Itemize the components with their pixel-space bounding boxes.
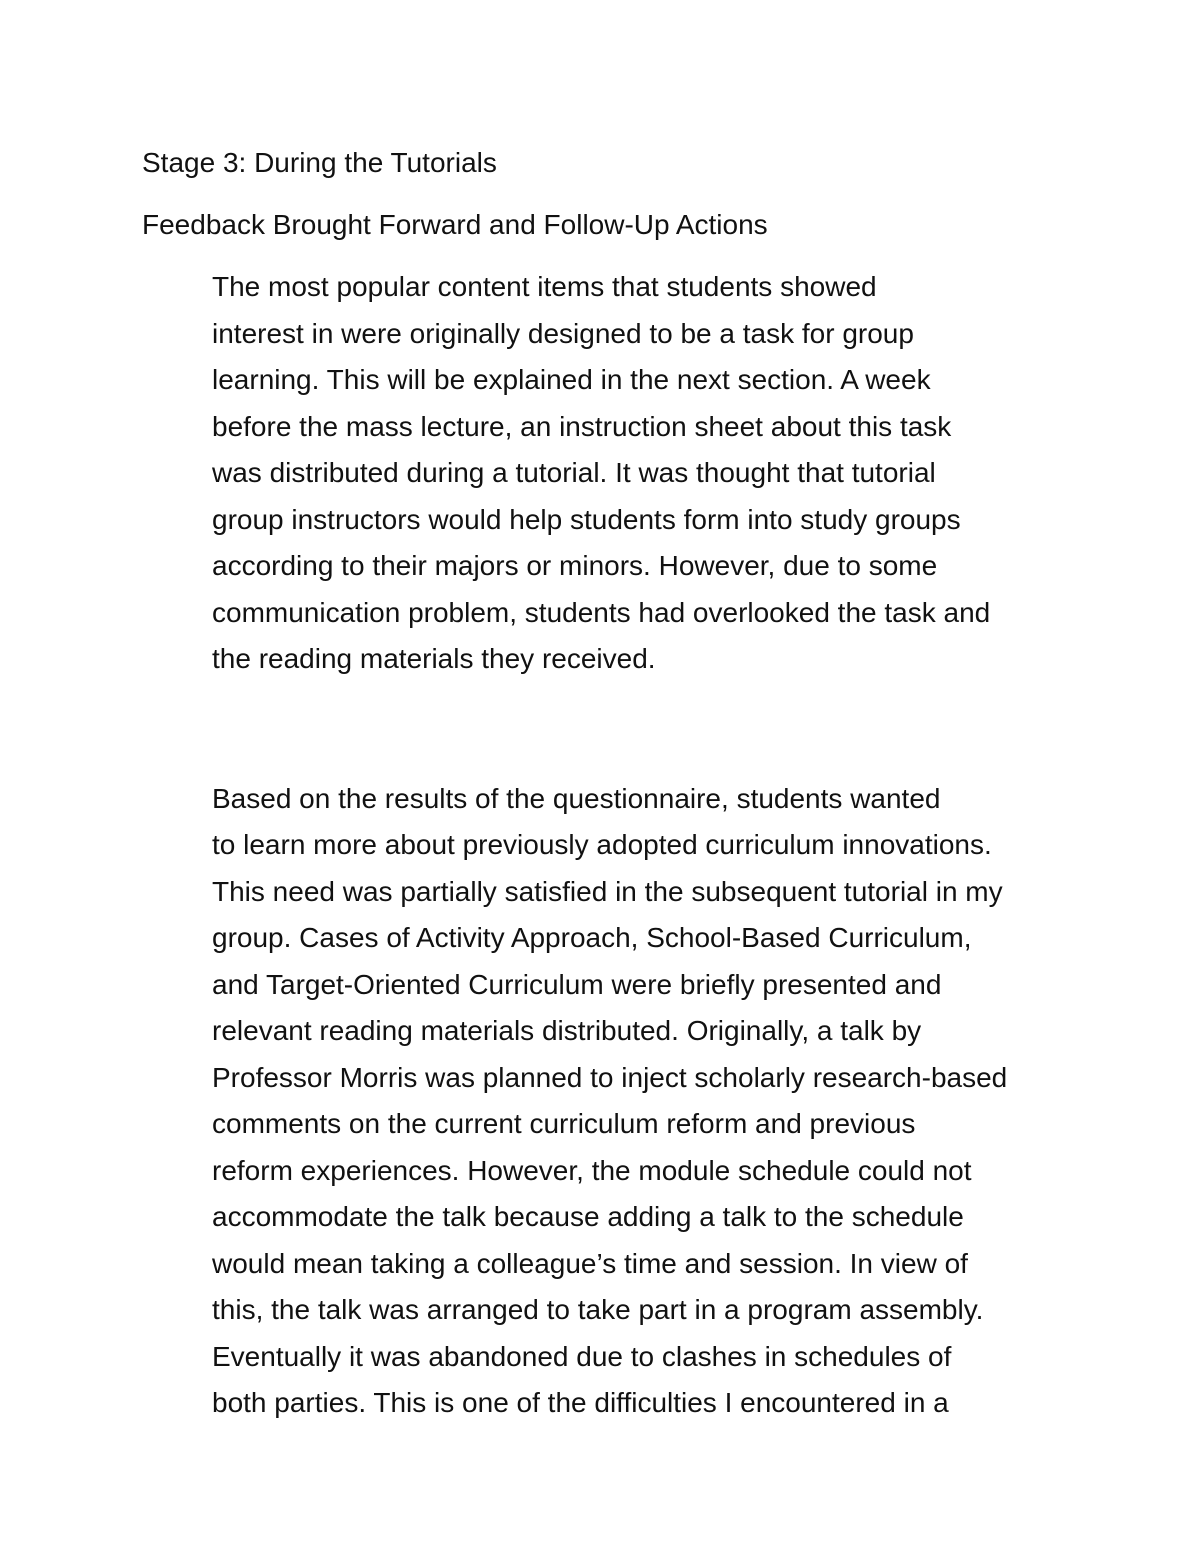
paragraph-line: the reading materials they received.	[212, 643, 656, 674]
paragraph-line: this, the talk was arranged to take part in a program assembly.	[212, 1294, 984, 1325]
paragraph-line: before the mass lecture, an instruction sheet about this task	[212, 410, 952, 442]
paragraph-line: relevant reading materials distributed. Originally, a talk by	[212, 1015, 922, 1046]
paragraph-line: Eventually it was abandoned due to clashes in schedules of	[212, 1340, 952, 1372]
paragraph-line: This need was partially satisfied in the subsequent tutorial in my	[212, 875, 1003, 907]
paragraph-line: The most popular content items that students showed	[212, 271, 877, 302]
paragraph-line: Professor Morris was planned to inject scholarly research-based	[212, 1061, 1008, 1093]
paragraph-2	[142, 776, 1082, 1427]
paragraph-line: reform experiences. However, the module schedule could not	[212, 1154, 972, 1186]
paragraph-line: to learn more about previously adopted curriculum innovations.	[212, 829, 992, 860]
paragraph-line: interest in were originally designed to be a task for group	[212, 317, 914, 349]
paragraph-line: comments on the current curriculum reform and previous	[212, 1108, 916, 1139]
paragraph-line: both parties. This is one of the difficulties I encountered in a	[212, 1387, 949, 1418]
paragraph-line: group. Cases of Activity Approach, School-Based Curriculum,	[212, 922, 972, 953]
paragraph-line: would mean taking a colleague’s time and session. In view of	[212, 1247, 968, 1279]
paragraph-line: according to their majors or minors. However, due to some	[212, 550, 938, 581]
document-body	[142, 140, 1082, 1427]
paragraph-1	[142, 264, 1082, 683]
paragraph-line: group instructors would help students form into study groups	[212, 503, 961, 535]
paragraph-line: and Target-Oriented Curriculum were briefly presented and	[212, 968, 942, 1000]
paragraph-line: Based on the results of the questionnaire, students wanted	[212, 782, 941, 814]
stage-heading: Stage 3: During the Tutorials	[142, 147, 497, 178]
paragraph-line: was distributed during a tutorial. It was thought that tutorial	[212, 457, 936, 488]
section-heading: Feedback Brought Forward and Follow-Up Actions	[142, 208, 768, 240]
paragraph-line: accommodate the talk because adding a talk to the schedule	[212, 1201, 964, 1232]
paragraph-line: communication problem, students had overlooked the task and	[212, 596, 991, 628]
paragraph-line: learning. This will be explained in the next section. A week	[212, 364, 931, 395]
